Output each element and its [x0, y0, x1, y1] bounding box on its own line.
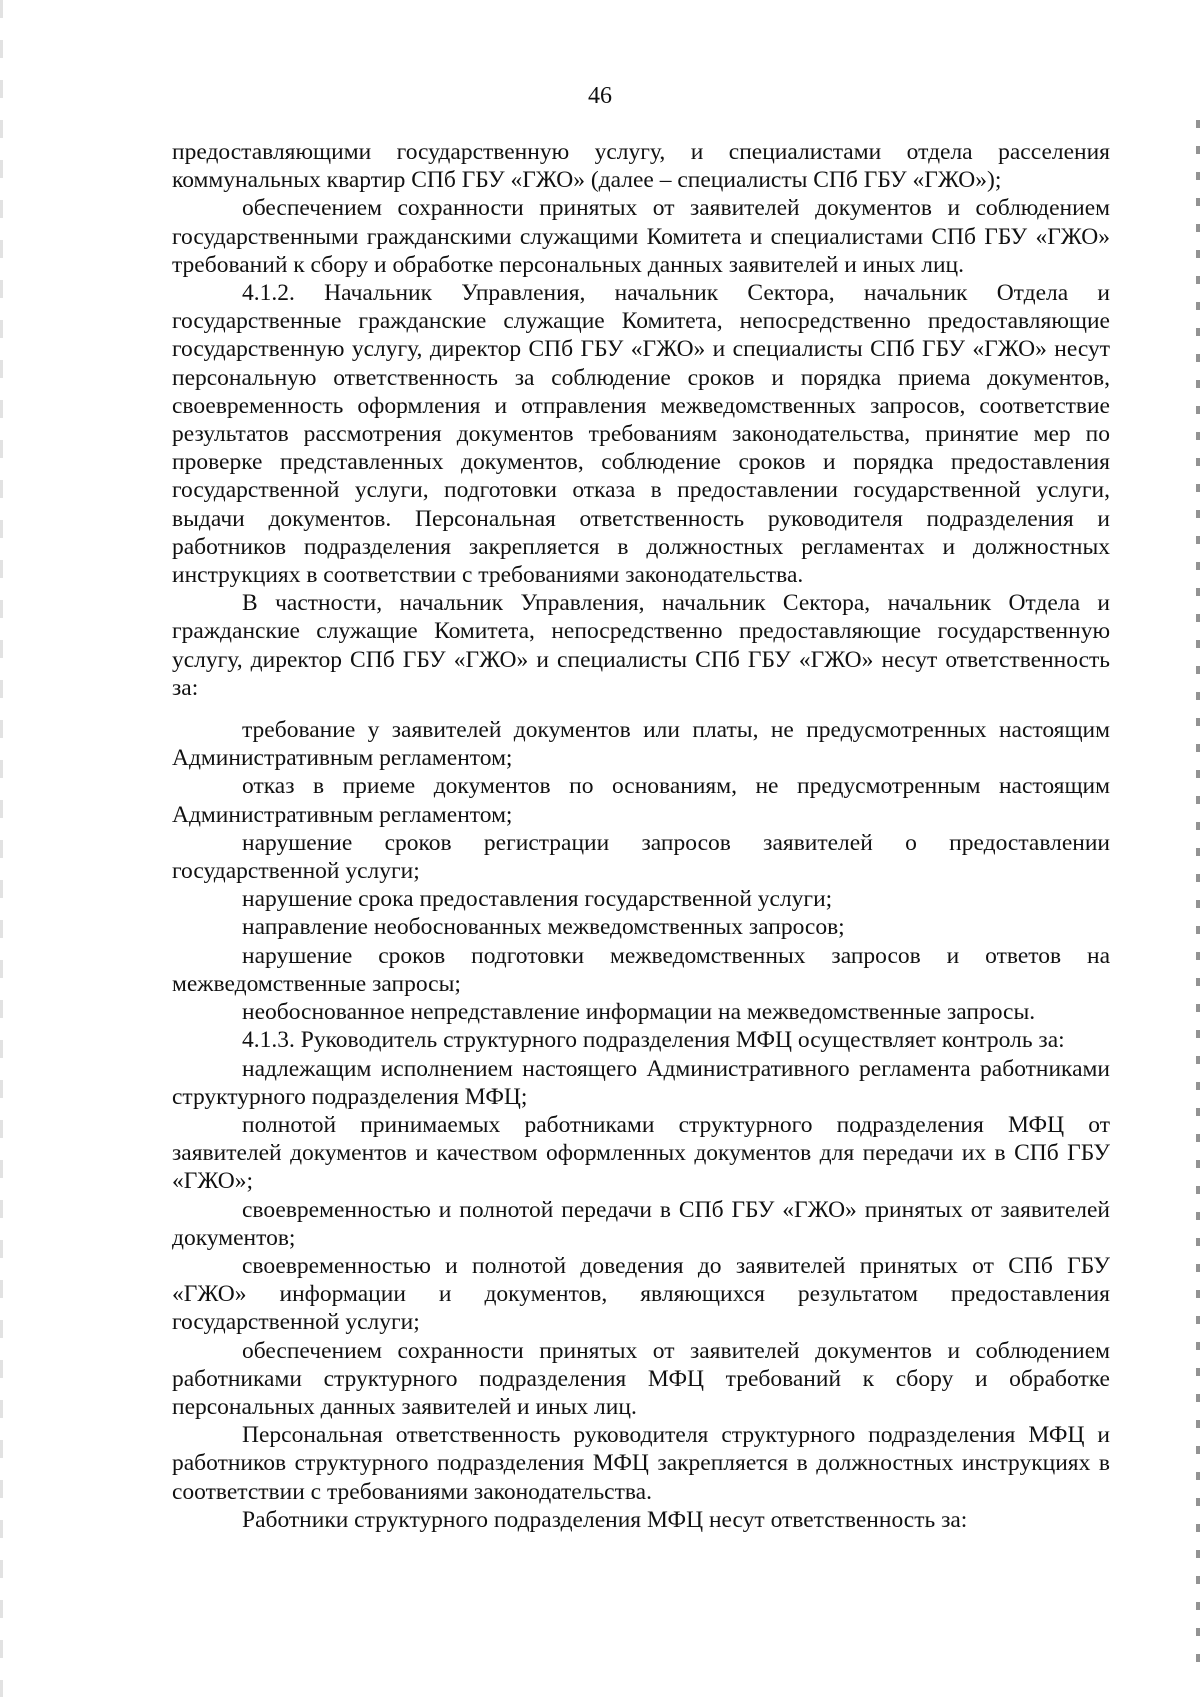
paragraph: обеспечением сохранности принятых от заявителей документов и соблюдением работниками структурного подразделения МФЦ требований к сбору и обработке персональных данных заявителей и иных лиц.	[172, 1337, 1110, 1420]
paragraph: нарушение сроков подготовки межведомственных запросов и ответов на межведомственные запросы;	[172, 942, 1110, 997]
paragraph: нарушение срока предоставления государственной услуги;	[242, 886, 833, 913]
paragraph: надлежащим исполнением настоящего Административного регламента работниками структурного подразделения МФЦ;	[172, 1055, 1110, 1110]
paragraph: требование у заявителей документов или платы, не предусмотренных настоящим Административным регламентом;	[172, 717, 1110, 772]
paragraph: Работники структурного подразделения МФЦ несут ответственность за:	[242, 1506, 968, 1533]
paragraph: своевременностью и полнотой передачи в СПб ГБУ «ГЖО» принятых от заявителей документов;	[172, 1196, 1110, 1251]
paragraph: отказ в приеме документов по основаниям, не предусмотренным настоящим Административным регламентом;	[172, 773, 1110, 828]
paragraph: Персональная ответственность руководителя структурного подразделения МФЦ и работников структурного подразделения МФЦ закрепляется в должностных инструкциях в соответствии с требованиями законодательства.	[172, 1422, 1110, 1505]
paragraph: своевременностью и полнотой доведения до заявителей принятых от СПб ГБУ «ГЖО» информации и документов, являющихся результатом предоставления государственной услуги;	[172, 1252, 1110, 1336]
paragraph: В частности, начальник Управления, начальник Сектора, начальник Отдела и гражданские служащие Комитета, непосредственно предоставляющие государственную услугу, директор СПб ГБУ «ГЖО» и специалисты СПб ГБУ «ГЖО» несут ответственность за:	[172, 590, 1110, 701]
scan-edge-right	[1196, 120, 1200, 1680]
paragraph: 4.1.2. Начальник Управления, начальник Сектора, начальник Отдела и государственные гражданские служащие Комитета, непосредственно предоставляющие государственную услугу, директор СПб ГБУ «ГЖО» и специалисты СПб ГБУ «ГЖО» несут персональную ответственность за соблюдение сроков и порядка приема документов, своевременность оформления и отправления межведомственных запросов, соответствие результатов рассмотрения документов требованиям законодательства, принятие мер по проверке представленных документов, соблюдение сроков и порядка предоставления государственной услуги, подготовки отказа в предоставлении государственной услуги, выдачи документов. Персональная ответственность руководителя подразделения и работников подразделения закрепляется в должностных регламентах и должностных инструкциях в соответствии с требованиями законодательства.	[172, 280, 1110, 589]
paragraph: полнотой принимаемых работниками структурного подразделения МФЦ от заявителей документов и качеством оформленных документов для передачи их в СПб ГБУ «ГЖО»;	[172, 1111, 1110, 1195]
paragraph: направление необоснованных межведомственных запросов;	[242, 914, 845, 941]
paragraph: нарушение сроков регистрации запросов заявителей о предоставлении государственной услуги;	[172, 829, 1110, 885]
paragraph: обеспечением сохранности принятых от заявителей документов и соблюдением государственными гражданскими служащими Комитета и специалистами СПб ГБУ «ГЖО» требований к сбору и обработке персональных данных заявителей и иных лиц.	[172, 195, 1110, 278]
scan-edge-left	[0, 0, 3, 1697]
paragraph: предоставляющими государственную услугу, и специалистами отдела расселения коммунальных квартир СПб ГБУ «ГЖО» (далее – специалисты СПб ГБУ «ГЖО»);	[172, 139, 1110, 194]
paragraph: 4.1.3. Руководитель структурного подразделения МФЦ осуществляет контроль за:	[242, 1027, 1065, 1054]
document-body	[172, 138, 1110, 1534]
paragraph: необоснованное непредставление информации на межведомственные запросы.	[242, 999, 1036, 1026]
page-number: 46	[588, 83, 612, 109]
